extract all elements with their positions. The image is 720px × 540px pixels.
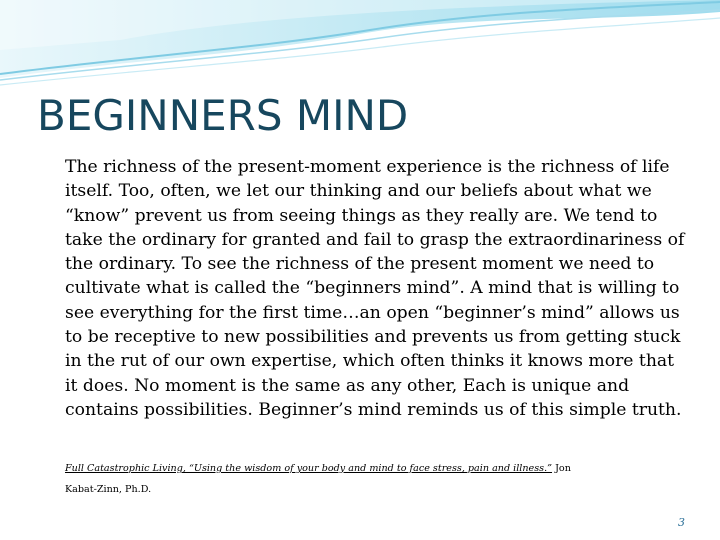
page-number: 3 xyxy=(678,516,685,529)
body-line: “know” prevent us from seeing things as they really are. We tend to xyxy=(65,205,658,226)
citation-source: Full Catastrophic Living, “Using the wisdom of your body and mind to face stress, pain and illness.” xyxy=(65,463,553,474)
body-line: itself. Too, often, we let our thinking and our beliefs about what we xyxy=(65,181,652,202)
body-line: it does. No moment is the same as any other, Each is unique and xyxy=(65,375,630,396)
slide-title: BEGINNERS MIND xyxy=(37,91,409,140)
body-line: contains possibilities. Beginner’s mind reminds us of this simple truth. xyxy=(65,399,682,420)
header-wave-decoration xyxy=(0,0,720,90)
body-line: The richness of the present-moment experience is the richness of life xyxy=(65,157,670,177)
body-line: cultivate what is called the “beginners mind”. A mind that is willing to xyxy=(65,278,680,299)
citation-line-1 xyxy=(65,458,705,479)
body-line: to be receptive to new possibilities and prevents us from getting stuck xyxy=(65,327,681,348)
citation-author-rest: Kabat-Zinn, Ph.D. xyxy=(65,484,152,495)
body-line: the ordinary. To see the richness of the present moment we need to xyxy=(65,254,655,275)
citation-author-first: Jon xyxy=(552,463,571,474)
body-paragraph xyxy=(65,155,710,422)
body-line: take the ordinary for granted and fail to grasp the extraordinariness of xyxy=(65,229,685,250)
body-line: see everything for the first time…an open “beginner’s mind” allows us xyxy=(65,302,680,323)
citation xyxy=(65,458,705,500)
body-line: in the rut of our own expertise, which often thinks it knows more that xyxy=(65,351,675,372)
